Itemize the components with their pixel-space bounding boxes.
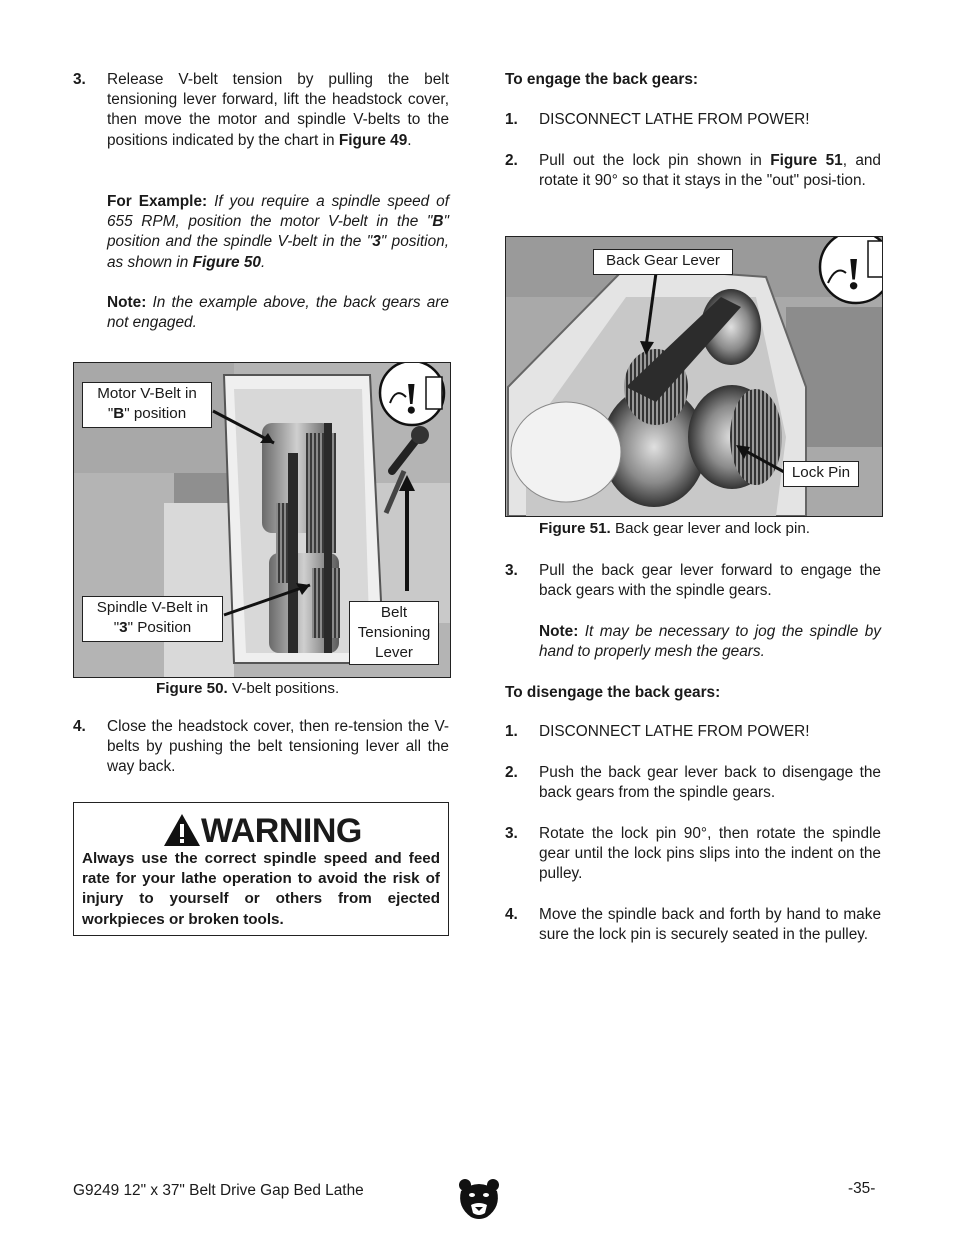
warning-box (73, 802, 449, 936)
step-number: 4. (505, 906, 518, 923)
disengage-step-4-text: Move the spindle back and forth by hand to make sure the lock pin is securely seated in the pulley. (539, 906, 881, 944)
disengage-step-1-text: DISCONNECT LATHE FROM POWER! (539, 723, 810, 740)
disengage-step-3-text: Rotate the lock pin 90°, then rotate the spindle gear until the lock pins slips into the indent on the pulley. (539, 825, 881, 883)
note-paragraph: Note: In the example above, the back gears are not engaged. (107, 294, 449, 332)
engage-step-2-text: Pull out the lock pin shown in Figure 51, and rotate it 90° so that it stays in the "out" posi-tion. (539, 152, 881, 190)
step-number: 3. (505, 562, 518, 579)
warning-triangle-icon (162, 812, 202, 848)
figure-50-photo (73, 362, 451, 678)
engage-note: Note: It may be necessary to jog the spindle by hand to properly mesh the gears. (539, 623, 881, 661)
step-number: 1. (505, 111, 518, 128)
warning-title: WARNING (201, 812, 362, 850)
grizzly-bear-logo-icon (457, 1177, 501, 1221)
step-number: 3. (505, 825, 518, 842)
engage-step-1-text: DISCONNECT LATHE FROM POWER! (539, 111, 810, 128)
figure-50-caption: Figure 50. V-belt positions. (156, 680, 340, 697)
step-number: 4. (73, 718, 86, 735)
footer-model: G9249 12" x 37" Belt Drive Gap Bed Lathe (73, 1182, 364, 1199)
back-gear-lever-label: Back Gear Lever (593, 249, 733, 275)
svg-text:!: ! (846, 248, 862, 299)
warning-text: Always use the correct spindle speed and feed rate for your lathe operation to avoid the risk of injury to yourself or others from ejected workpieces or broken tools. (82, 850, 440, 928)
step-3-text: Release V-belt tension by pulling the belt tensioning lever forward, lift the headstock cover, then move the motor and spindle V-belts to the positions indicated by the chart in Figure 49. (107, 71, 449, 149)
belt-tensioning-lever-label: Belt Tensioning Lever (349, 601, 439, 665)
step-4-text: Close the headstock cover, then re-tension the V-belts by pushing the belt tensioning lever all the way back. (107, 718, 449, 776)
page-number: -35- (848, 1180, 876, 1197)
figure-51-caption: Figure 51. Back gear lever and lock pin. (539, 520, 810, 537)
step-number: 2. (505, 152, 518, 169)
example-paragraph: For Example: If you require a spindle speed of 655 RPM, position the motor V-belt in the "B" position and the spindle V-belt in the "3" position, as shown in Figure 50. (107, 193, 450, 271)
step-number: 3. (73, 71, 86, 88)
motor-belt-label: Motor V-Belt in "B" position (82, 382, 212, 428)
lock-pin-label: Lock Pin (783, 461, 859, 487)
step-number: 1. (505, 723, 518, 740)
spindle-belt-label: Spindle V-Belt in "3" Position (82, 596, 223, 642)
disengage-heading: To disengage the back gears: (505, 684, 721, 701)
engage-heading: To engage the back gears: (505, 71, 699, 88)
step-number: 2. (505, 764, 518, 781)
svg-text:!: ! (404, 374, 419, 423)
figure-51-photo (505, 236, 883, 517)
disengage-step-2-text: Push the back gear lever back to disengage the back gears from the spindle gears. (539, 764, 881, 802)
engage-step-3-text: Pull the back gear lever forward to engage the back gears with the spindle gears. (539, 562, 881, 600)
